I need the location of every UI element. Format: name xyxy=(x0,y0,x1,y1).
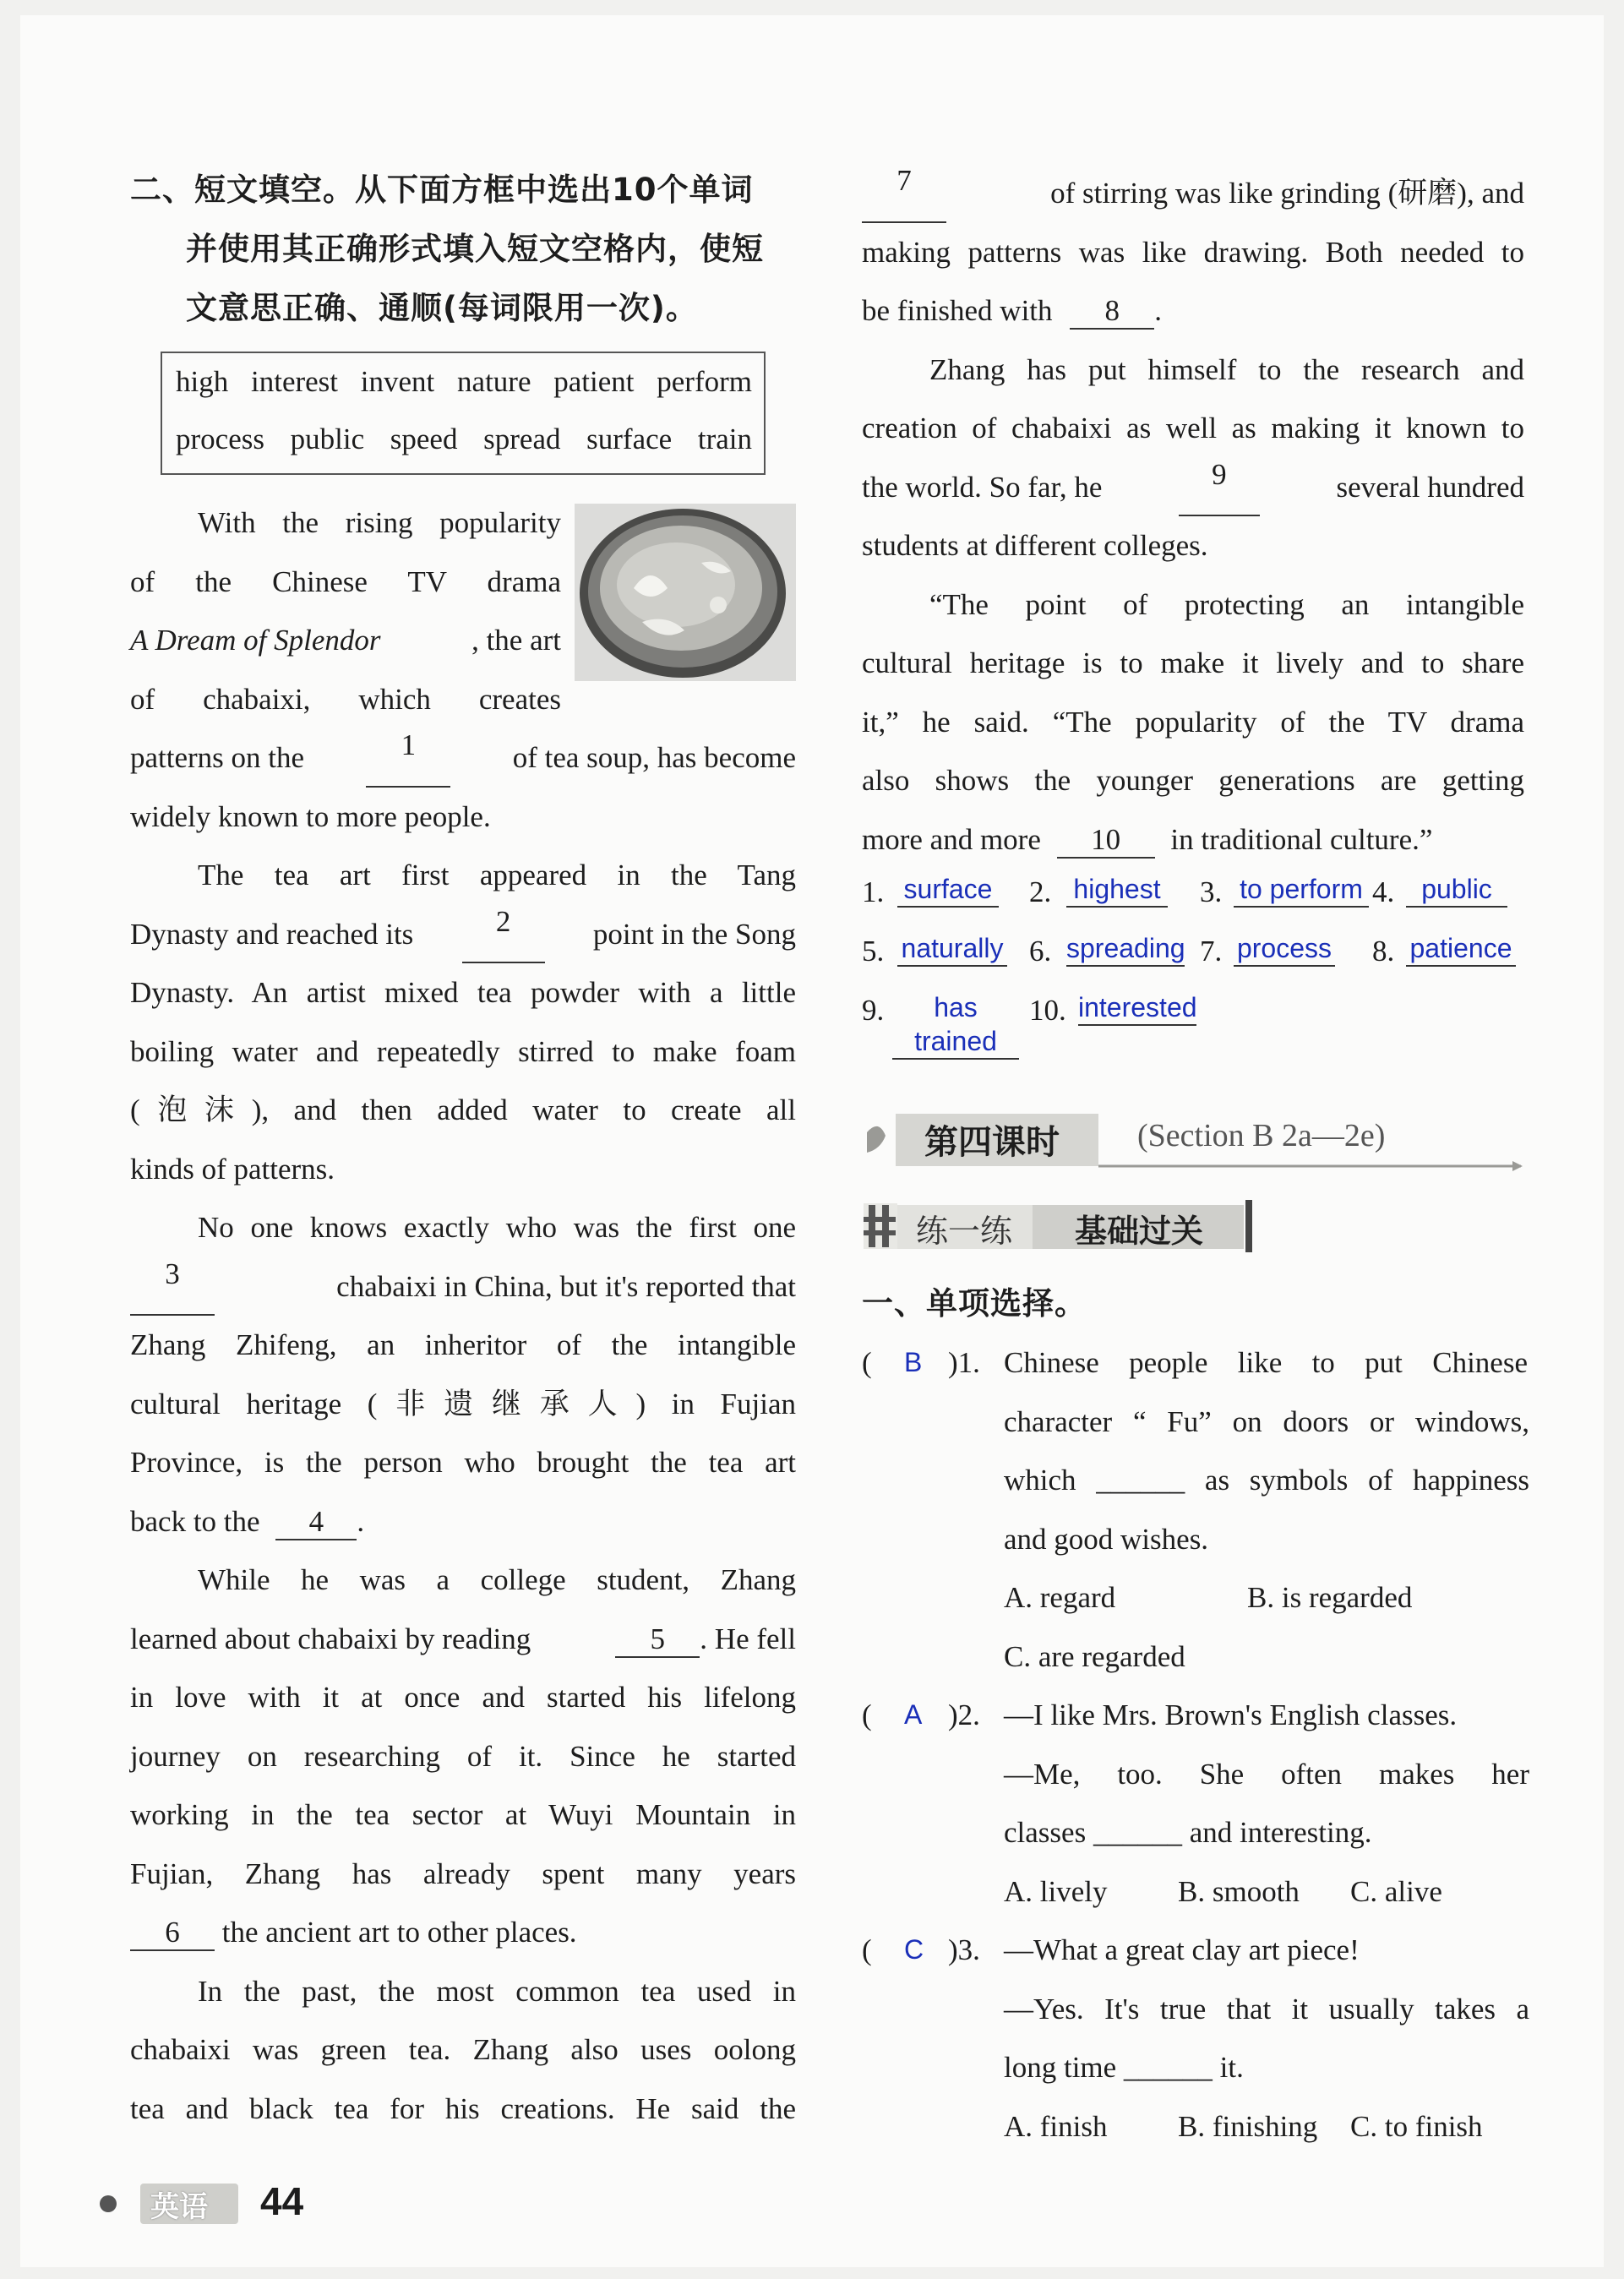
p3-line1: No one knows exactly who was the first one xyxy=(198,1211,796,1244)
r-line2: making patterns was like drawing. Both needed to xyxy=(862,235,1524,269)
answer-num-7: 7. xyxy=(1200,935,1223,968)
page-number: 44 xyxy=(260,2179,304,2223)
r-line3 xyxy=(862,281,1524,341)
practice-label: 练一练 xyxy=(916,1213,1013,1250)
p1-line2: of the Chinese TV drama xyxy=(130,564,561,598)
p3-line4: cultural heritage (非遗继承人) in Fujian xyxy=(130,1387,796,1420)
answer-4[interactable]: public xyxy=(1406,872,1507,908)
q1-text-4: and good wishes. xyxy=(1004,1522,1209,1556)
q3-options xyxy=(1004,2097,1529,2156)
r-line10: it,” he said. “The popularity of the TV drama xyxy=(862,705,1524,739)
p3-line3: Zhang Zhifeng, an inheritor of the intangible xyxy=(130,1328,796,1361)
q1-options-row1 xyxy=(1004,1568,1529,1627)
p3-line6 xyxy=(130,1492,796,1551)
word-box xyxy=(161,352,766,475)
answer-num-8: 8. xyxy=(1372,935,1395,968)
p4-line3: in love with it at once and started his lifelong xyxy=(130,1681,796,1714)
p5-line3: tea and black tea for his creations. He said the xyxy=(130,2091,796,2125)
q3-paren: ( xyxy=(862,1933,872,1966)
p4-line1: While he was a college student, Zhang xyxy=(198,1563,796,1596)
q2-option-a[interactable]: A. lively xyxy=(1004,1874,1108,1908)
p1-line4: of chabaixi, which creates xyxy=(130,682,561,716)
blank-4[interactable]: 4 xyxy=(275,1505,357,1540)
page-footer xyxy=(95,2175,348,2229)
blank-3[interactable]: 3 xyxy=(130,1257,215,1317)
r-line4: Zhang has put himself to the research and xyxy=(929,352,1524,386)
q2-num: )2. xyxy=(948,1698,980,1731)
section2-heading-line2: 并使用其正确形式填入短文空格内，使短 xyxy=(186,231,764,267)
word-box-line2: process public speed spread surface train xyxy=(176,423,752,455)
question-1 xyxy=(862,1333,1529,1686)
answer-num-6: 6. xyxy=(1029,935,1052,968)
p1-line5-post: of tea soup, has become xyxy=(512,741,796,774)
answer-num-10: 10. xyxy=(1029,994,1066,1027)
q3-text-3: long time ______ it. xyxy=(1004,2051,1244,2084)
blank-5[interactable]: 5 xyxy=(615,1622,700,1658)
p1-line6: widely known to more people. xyxy=(130,799,491,833)
q1-line1 xyxy=(862,1333,1529,1393)
q1-option-c[interactable]: C. are regarded xyxy=(1004,1639,1185,1673)
answer-2[interactable]: highest xyxy=(1066,872,1168,908)
p4-line2-tail xyxy=(615,1610,796,1669)
answer-10[interactable]: interested xyxy=(1078,990,1196,1026)
practice-title: 基础过关 xyxy=(1075,1213,1204,1250)
answer-num-2: 2. xyxy=(1029,875,1052,908)
q3-answer[interactable]: C xyxy=(904,1934,924,1965)
period: . xyxy=(357,1504,365,1538)
p2-line2-post: point in the Song xyxy=(592,917,796,951)
r-line3-pre: be finished with xyxy=(862,294,1053,327)
r-line6-post: several hundred xyxy=(1336,470,1524,504)
q1-text-3: which ______ as symbols of happiness xyxy=(1004,1464,1529,1497)
answer-num-1: 1. xyxy=(862,875,885,908)
q3-option-c[interactable]: C. to finish xyxy=(1350,2109,1483,2143)
q2-options xyxy=(1004,1862,1529,1922)
r-line8: “The point of protecting an intangible xyxy=(929,587,1524,621)
p2-line2 xyxy=(130,905,796,964)
r-line9: cultural heritage is to make it lively and to share xyxy=(862,646,1524,679)
answer-8[interactable]: patience xyxy=(1406,931,1516,967)
blank-1[interactable]: 1 xyxy=(366,728,450,788)
answer-1[interactable]: surface xyxy=(897,872,999,908)
r-line1-post: of stirring was like grinding (研磨), and xyxy=(1050,177,1524,210)
question-3 xyxy=(862,1921,1529,2156)
p3-line5: Province, is the person who brought the tea art xyxy=(130,1446,796,1479)
q1-num: )1. xyxy=(948,1346,980,1379)
blank-9[interactable]: 9 xyxy=(1179,458,1260,517)
leaf-icon xyxy=(867,1126,886,1153)
q2-text-3: classes ______ and interesting. xyxy=(1004,1816,1372,1849)
r-line6-pre: the world. So far, he xyxy=(862,470,1103,504)
q1-option-b[interactable]: B. is regarded xyxy=(1247,1581,1413,1614)
p1-line5 xyxy=(130,728,796,788)
answer-3[interactable]: to perform xyxy=(1234,872,1369,908)
section2-heading-line3: 文意思正确、通顺(每词限用一次)。 xyxy=(186,290,698,326)
q2-line1 xyxy=(862,1686,1529,1745)
p1-line1: With the rising popularity xyxy=(198,506,561,539)
p1-line5-pre: patterns on the xyxy=(130,741,305,774)
left-column xyxy=(130,161,796,338)
p4-line5: working in the tea sector at Wuyi Mountain in xyxy=(130,1798,796,1831)
blank-7[interactable]: 7 xyxy=(862,164,946,223)
left-passage xyxy=(130,728,796,2138)
answer-row-3 xyxy=(862,985,1529,1056)
p4-line4: journey on researching of it. Since he started xyxy=(130,1739,796,1773)
blank-10[interactable]: 10 xyxy=(1057,823,1155,859)
q1-paren: ( xyxy=(862,1346,872,1379)
q1-text-1: Chinese people like to put Chinese xyxy=(1004,1346,1528,1379)
footer-subject: 英语 xyxy=(150,2190,208,2224)
q3-option-b[interactable]: B. finishing xyxy=(1178,2109,1318,2143)
p2-line1: The tea art first appeared in the Tang xyxy=(198,859,796,891)
question-2 xyxy=(862,1686,1529,1921)
q3-line1 xyxy=(862,1921,1529,1980)
p1-line3-rest: , the art xyxy=(471,624,561,657)
p2-line4: boiling water and repeatedly stirred to make foam xyxy=(130,1034,796,1068)
r-line1 xyxy=(862,164,1524,223)
r-line7: students at different colleges. xyxy=(862,529,1208,562)
q3-text-2: —Yes. It's true that it usually takes a xyxy=(1004,1992,1529,2025)
r-line12 xyxy=(862,810,1524,870)
footer-dot-icon xyxy=(100,2195,117,2212)
answer-num-4: 4. xyxy=(1372,875,1395,908)
q2-option-c[interactable]: C. alive xyxy=(1350,1874,1442,1908)
section2-heading-line1: 二、短文填空。从下面方框中选出10个单词 xyxy=(130,172,754,208)
answer-row-1 xyxy=(862,867,1529,926)
q2-text-1: —I like Mrs. Brown's English classes. xyxy=(1004,1698,1458,1731)
q2-option-b[interactable]: B. smooth xyxy=(1178,1874,1300,1908)
p4-line2-post: . He fell xyxy=(700,1622,796,1655)
q2-paren: ( xyxy=(862,1698,872,1731)
answer-block xyxy=(862,867,1529,1056)
lesson-subtitle: (Section B 2a—2e) xyxy=(1137,1118,1386,1153)
blank-6[interactable]: 6 xyxy=(130,1916,215,1951)
practice-bar xyxy=(864,1200,1261,1252)
passage-p1-wrap xyxy=(130,493,561,728)
p4-line7-post: the ancient art to other places. xyxy=(221,1916,577,1949)
q1-option-a[interactable]: A. regard xyxy=(1004,1581,1116,1614)
q2-answer[interactable]: A xyxy=(904,1699,923,1730)
p4-line2 xyxy=(130,1610,796,1669)
p3-line2 xyxy=(130,1257,796,1317)
q3-text-1: —What a great clay art piece! xyxy=(1004,1933,1360,1966)
r-line11: also shows the younger generations are getting xyxy=(862,764,1524,797)
lesson-header xyxy=(862,1107,1529,1175)
answer-7[interactable]: process xyxy=(1234,931,1335,967)
p4-line7 xyxy=(130,1903,796,1962)
q1-answer[interactable]: B xyxy=(904,1347,923,1377)
section1-heading: 一、单项选择。 xyxy=(862,1285,1087,1322)
answer-num-9: 9. xyxy=(862,994,885,1027)
p2-line2-pre: Dynasty and reached its xyxy=(130,917,414,951)
answer-num-3: 3. xyxy=(1200,875,1223,908)
p1-line3 xyxy=(130,611,561,670)
blank-2[interactable]: 2 xyxy=(462,905,545,964)
p4-line6: Fujian, Zhang has already spent many years xyxy=(130,1856,796,1890)
p4-line2-pre: learned about chabaixi by reading xyxy=(130,1622,531,1655)
p5-line1: In the past, the most common tea used in xyxy=(198,1974,796,2008)
r-line12-post: in traditional culture.” xyxy=(1170,822,1433,856)
p2-line6: kinds of patterns. xyxy=(130,1152,335,1186)
q3-num: )3. xyxy=(948,1933,980,1966)
q2-text-2: —Me, too. She often makes her xyxy=(1004,1757,1529,1791)
chabaixi-photo xyxy=(575,504,796,681)
footer-decoration xyxy=(95,2175,348,2229)
r-line12-pre: more and more xyxy=(862,822,1041,856)
blank-8[interactable]: 8 xyxy=(1070,294,1154,330)
p2-line5: (泡沫), and then added water to create all xyxy=(130,1093,796,1126)
word-box-line1: high interest invent nature patient perform xyxy=(176,365,752,398)
answer-num-5: 5. xyxy=(862,935,885,968)
answer-9[interactable]: has trained xyxy=(892,990,1019,1060)
p5-line2: chabaixi was green tea. Zhang also uses oolong xyxy=(130,2033,796,2066)
p2-line3: Dynasty. An artist mixed tea powder with a little xyxy=(130,976,796,1009)
p3-line2-post: chabaixi in China, but it's reported that xyxy=(336,1269,796,1303)
r-line6 xyxy=(862,458,1524,517)
q1-text-2: character “ Fu” on doors or windows, xyxy=(1004,1404,1529,1438)
right-passage xyxy=(862,164,1524,869)
answer-row-2 xyxy=(862,926,1529,985)
answer-5[interactable]: naturally xyxy=(897,931,1007,967)
tea-plate-image xyxy=(575,504,796,681)
r-line5: creation of chabaixi as well as making it known to xyxy=(862,412,1524,444)
lesson-title: 第四课时 xyxy=(924,1123,1060,1162)
drama-title: A Dream of Splendor xyxy=(130,624,381,657)
p3-line6-pre: back to the xyxy=(130,1504,260,1538)
q3-option-a[interactable]: A. finish xyxy=(1004,2109,1108,2143)
answer-6[interactable]: spreading xyxy=(1066,931,1185,967)
period: . xyxy=(1154,294,1163,327)
